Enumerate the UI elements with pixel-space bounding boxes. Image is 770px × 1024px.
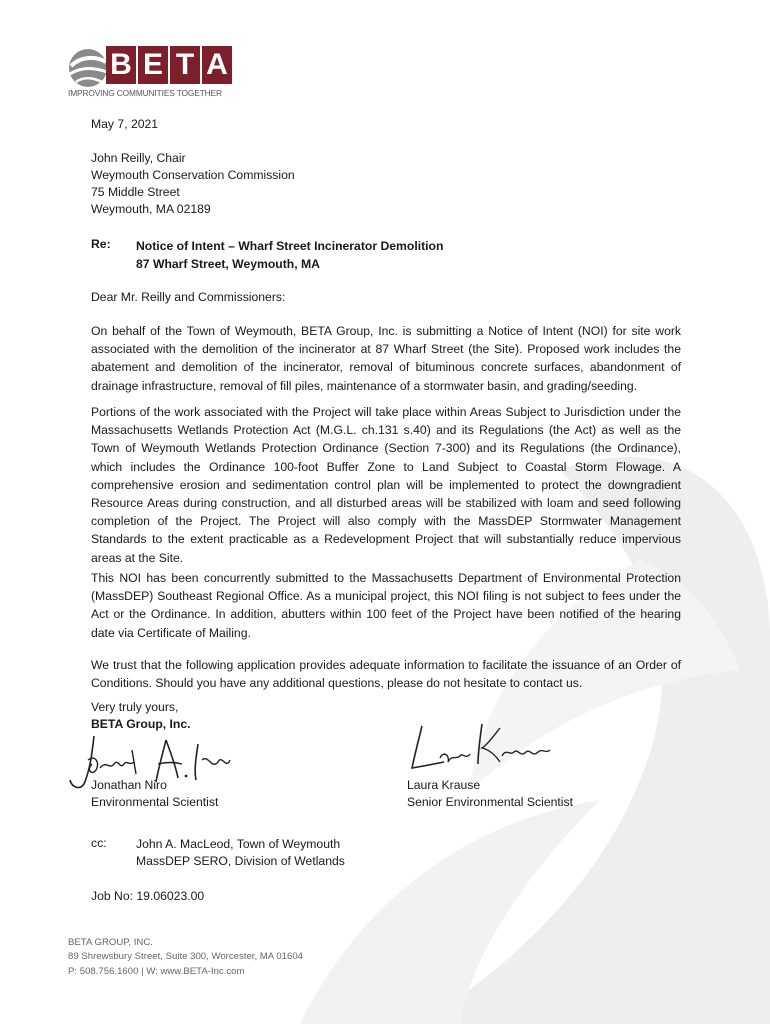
cc-label: cc: <box>91 836 107 850</box>
company-name: BETA Group, Inc. <box>91 717 191 731</box>
cc-list <box>136 836 345 871</box>
footer-contact: P: 508.756.1600 | W: www.BETA-Inc.com <box>68 965 245 977</box>
recipient-name: John Reilly, Chair <box>91 151 186 165</box>
signer-2-name: Laura Krause <box>407 778 481 792</box>
recipient-street: 75 Middle Street <box>91 185 180 199</box>
logo-letter-a: A <box>202 46 232 84</box>
subject-block <box>136 237 443 273</box>
cc-item: MassDEP SERO, Division of Wetlands <box>136 854 345 869</box>
job-number: Job No: 19.06023.00 <box>91 889 205 903</box>
logo-letter-e: E <box>138 46 168 84</box>
footer-company: BETA GROUP, INC. <box>68 937 153 948</box>
closing: Very truly yours, <box>91 700 179 714</box>
signer-2 <box>407 777 573 812</box>
recipient-organization: Weymouth Conservation Commission <box>91 168 295 182</box>
beta-logo <box>66 44 238 102</box>
body-paragraph-3: This NOI has been concurrently submitted to the Massachusetts Department of Environmental Protection (MassDEP) Southeast Regional Office. As a municipal project, this NOI filing is not subject to fees under the Act or the Ordinance. In addition, abutters within 100 feet of the Project have been notified of the hearing date via Certificate of Mailing. <box>91 571 681 640</box>
logo-letter-b: B <box>106 46 136 84</box>
cc-item: John A. MacLeod, Town of Weymouth <box>136 837 341 851</box>
letterhead-footer <box>68 936 303 979</box>
globe-icon <box>66 46 110 90</box>
body-paragraph-2: Portions of the work associated with the Project will take place within Areas Subject to Jurisdiction under the Massachusetts Wetlands Protection Act (M.G.L. ch.131 s.40) and its Regulations (the Act) as well as the Town of Weymouth Wetlands Protection Ordinance (Section 7-300) and its Regulations (the Ordinance), which includes the Ordinance 100-foot Buffer Zone to Land Subject to Coastal Storm Flowage. A comprehensive erosion and sedimentation control plan will be implemented to protect the downgradient Resource Areas during construction, and all disturbed areas will be stabilized with loam and seed following completion of the Project. The Project will also comply with the MassDEP Stormwater Management Standards to the extent practicable as a Redevelopment Project that will substantially reduce impervious areas at the Site. <box>91 405 681 565</box>
subject-line-2: 87 Wharf Street, Weymouth, MA <box>136 257 320 272</box>
recipient-city: Weymouth, MA 02189 <box>91 202 211 216</box>
body-paragraph-1: On behalf of the Town of Weymouth, BETA Group, Inc. is submitting a Notice of Intent (NOI) for site work associated with the demolition of the incinerator at 87 Wharf Street (the Site). Proposed work includes the abatement and demolition of the incinerator, removal of bituminous concrete surfaces, abandonment of drainage infrastructure, removal of fill piles, maintenance of a stormwater basin, and grading/seeding. <box>91 324 681 393</box>
letter-date: May 7, 2021 <box>91 117 159 131</box>
subject-line-1: Notice of Intent – Wharf Street Incinerator Demolition <box>136 239 444 253</box>
salutation: Dear Mr. Reilly and Commissioners: <box>91 290 286 304</box>
signer-1 <box>91 777 218 812</box>
signer-1-title: Environmental Scientist <box>91 795 219 810</box>
logo-tagline: IMPROVING COMMUNITIES TOGETHER <box>68 88 222 98</box>
re-label: Re: <box>91 237 111 251</box>
logo-letter-t: T <box>170 46 200 84</box>
signer-1-name: Jonathan Niro <box>91 778 167 792</box>
signature-laura-krause <box>404 718 554 774</box>
body-paragraph-4: We trust that the following application provides adequate information to facilitate the issuance of an Order of Conditions. Should you have any additional questions, please do not hesitate to contact us. <box>91 658 681 691</box>
signer-2-title: Senior Environmental Scientist <box>407 795 573 810</box>
footer-address: 89 Shrewsbury Street, Suite 300, Worcester, MA 01604 <box>68 951 303 963</box>
